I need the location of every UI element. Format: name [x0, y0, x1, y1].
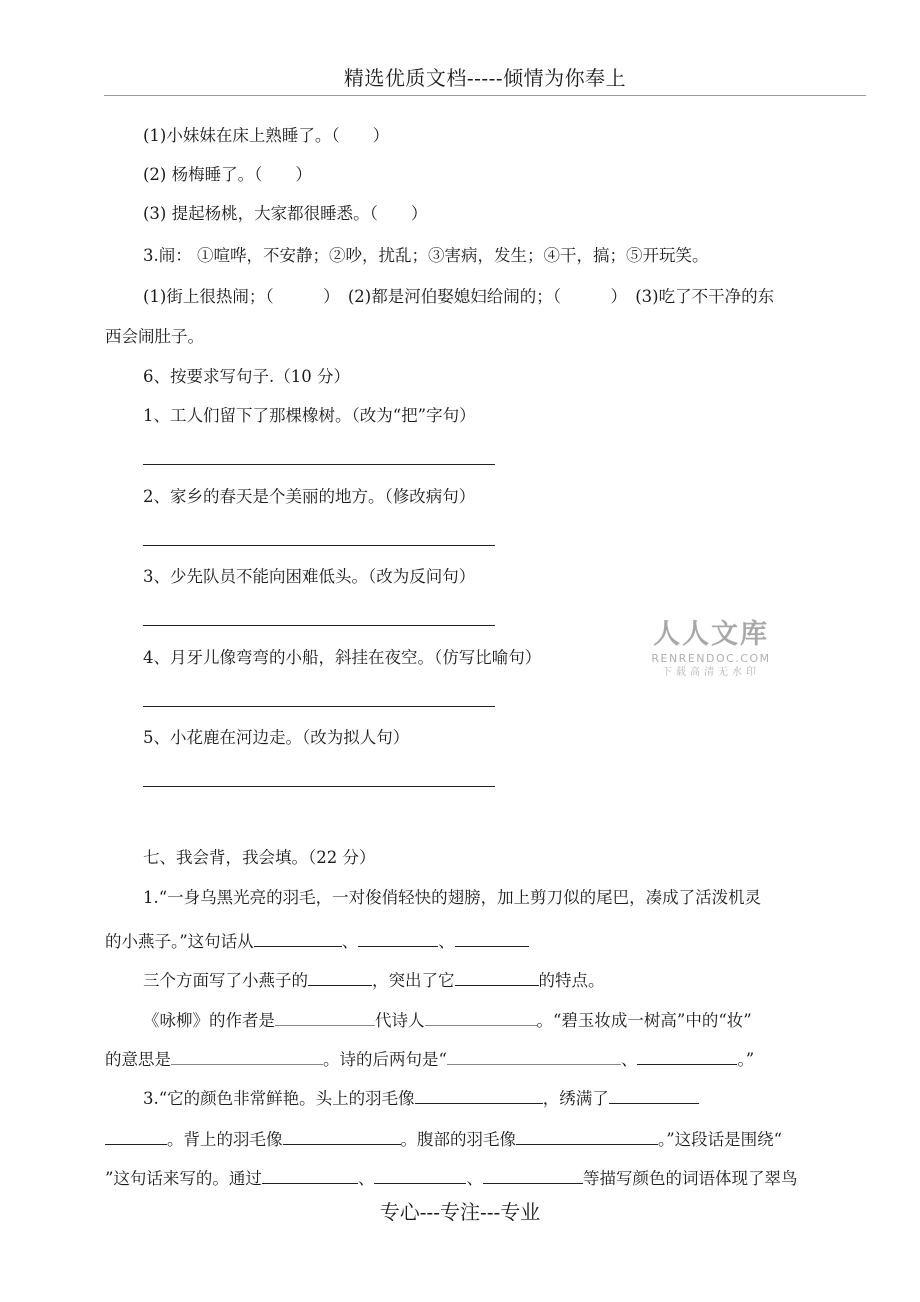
nao-items-line2: 西会闹肚子。	[105, 327, 204, 346]
s7-q2-line1-text-c: 。“碧玉妆成一树高”中的“妆”	[536, 1011, 752, 1030]
s7-q2-line2	[105, 1046, 754, 1071]
separator: 、	[466, 1169, 483, 1188]
s7-q1-line3	[143, 967, 605, 992]
s7-q1-line2	[105, 928, 529, 953]
s7-q2-line1-text-a: 《咏柳》的作者是	[143, 1011, 275, 1030]
s7-q1-line2-text: 的小燕子。”这句话从	[105, 932, 254, 951]
s7-q3-line2	[105, 1126, 782, 1151]
watermark-title: 人人文库	[653, 619, 769, 650]
blank-field[interactable]	[455, 928, 529, 947]
blank-field[interactable]	[275, 1007, 375, 1026]
nao-definitions: 3.闹： ①喧哗，不安静；②吵，扰乱；③害病，发生；④干，搞；⑤开玩笑。	[143, 246, 709, 265]
separator: 、	[341, 932, 359, 951]
blank-field[interactable]	[415, 1085, 543, 1104]
blank-field[interactable]	[105, 1126, 167, 1145]
answer-line-4[interactable]	[143, 706, 495, 707]
s7-q3-line2-text-c: 。”这段话是围绕“	[658, 1130, 783, 1149]
page-footer: 专心---专注---专业	[379, 1200, 541, 1224]
blank-field[interactable]	[358, 928, 438, 947]
section6-item-3: 3、少先队员不能向困难低头。（改为反问句）	[143, 567, 476, 586]
section6-title: 6、按要求写句子.（10 分）	[143, 367, 350, 386]
shui-item-3: (3) 提起杨桃，大家都很睡悉。（ ）	[143, 204, 428, 223]
blank-field[interactable]	[483, 1165, 583, 1184]
s7-q2-line1	[143, 1007, 752, 1032]
nao-items-line1: (1)街上很热闹；（ ） (2)都是河伯娶媳妇给闹的；（ ） (3)吃了不干净的东	[143, 287, 775, 306]
shui-item-1: (1)小妹妹在床上熟睡了。（ ）	[143, 126, 390, 145]
blank-field[interactable]	[262, 1165, 358, 1184]
header-rule	[104, 95, 866, 96]
blank-field[interactable]	[308, 967, 372, 986]
answer-line-5[interactable]	[143, 786, 495, 787]
separator: 、	[357, 1169, 375, 1188]
blank-field[interactable]	[609, 1085, 699, 1104]
watermark-subtitle: 下载高清无水印	[662, 667, 760, 678]
answer-line-3[interactable]	[143, 625, 495, 626]
section6-item-1: 1、工人们留下了那棵橡树。（改为“把”字句）	[143, 406, 476, 425]
separator: 、	[620, 1050, 638, 1069]
watermark-url: RENRENDOC.COM	[651, 652, 771, 665]
shui-item-2: (2) 杨梅睡了。（ ）	[143, 165, 312, 184]
s7-q3-line1	[143, 1085, 699, 1110]
section6-item-2: 2、家乡的春天是个美丽的地方。（修改病句）	[143, 487, 476, 506]
page-header: 精选优质文档-----倾情为你奉上	[343, 66, 627, 90]
s7-q2-line2-text-c: 。”	[737, 1050, 755, 1069]
watermark-logo	[646, 618, 776, 680]
blank-field[interactable]	[171, 1046, 323, 1065]
s7-q3-line2-text-a: 。背上的羽毛像	[167, 1130, 283, 1149]
answer-line-2[interactable]	[143, 545, 495, 546]
s7-q2-line1-text-b: 代诗人	[375, 1011, 425, 1030]
blank-field[interactable]	[516, 1126, 658, 1145]
s7-q3-line1-text-a: 3.“它的颜色非常鲜艳。头上的羽毛像	[143, 1089, 415, 1108]
section6-item-5: 5、小花鹿在河边走。（改为拟人句）	[143, 728, 410, 747]
separator: 、	[438, 932, 455, 951]
blank-field[interactable]	[374, 1165, 466, 1184]
s7-q1-line3-text-b: ，突出了它	[372, 971, 455, 990]
section7-title: 七、我会背，我会填。（22 分）	[143, 848, 376, 867]
s7-q1-line3-text-a: 三个方面写了小燕子的	[143, 971, 308, 990]
s7-q3-line2-text-b: 。腹部的羽毛像	[400, 1130, 516, 1149]
blank-field[interactable]	[447, 1046, 621, 1065]
s7-q2-line2-text-b: 。诗的后两句是“	[323, 1050, 447, 1069]
blank-field[interactable]	[455, 967, 539, 986]
blank-field[interactable]	[254, 928, 342, 947]
blank-field[interactable]	[425, 1007, 537, 1026]
blank-field[interactable]	[637, 1046, 737, 1065]
section6-item-4: 4、月牙儿像弯弯的小船，斜挂在夜空。（仿写比喻句）	[143, 648, 542, 667]
s7-q3-line3-text-b: 等描写颜色的词语体现了翠鸟	[582, 1169, 798, 1188]
s7-q1-line3-text-c: 的特点。	[538, 971, 605, 990]
s7-q3-line3-text-a: ”这句话来写的。通过	[105, 1169, 262, 1188]
answer-line-1[interactable]	[143, 464, 495, 465]
s7-q3-line1-text-b: ，绣满了	[542, 1089, 609, 1108]
s7-q1-line1: 1.“一身乌黑光亮的羽毛，一对俊俏轻快的翅膀，加上剪刀似的尾巴，凑成了活泼机灵	[143, 888, 762, 907]
blank-field[interactable]	[283, 1126, 401, 1145]
s7-q3-line3	[105, 1165, 797, 1190]
s7-q2-line2-text-a: 的意思是	[105, 1050, 171, 1069]
